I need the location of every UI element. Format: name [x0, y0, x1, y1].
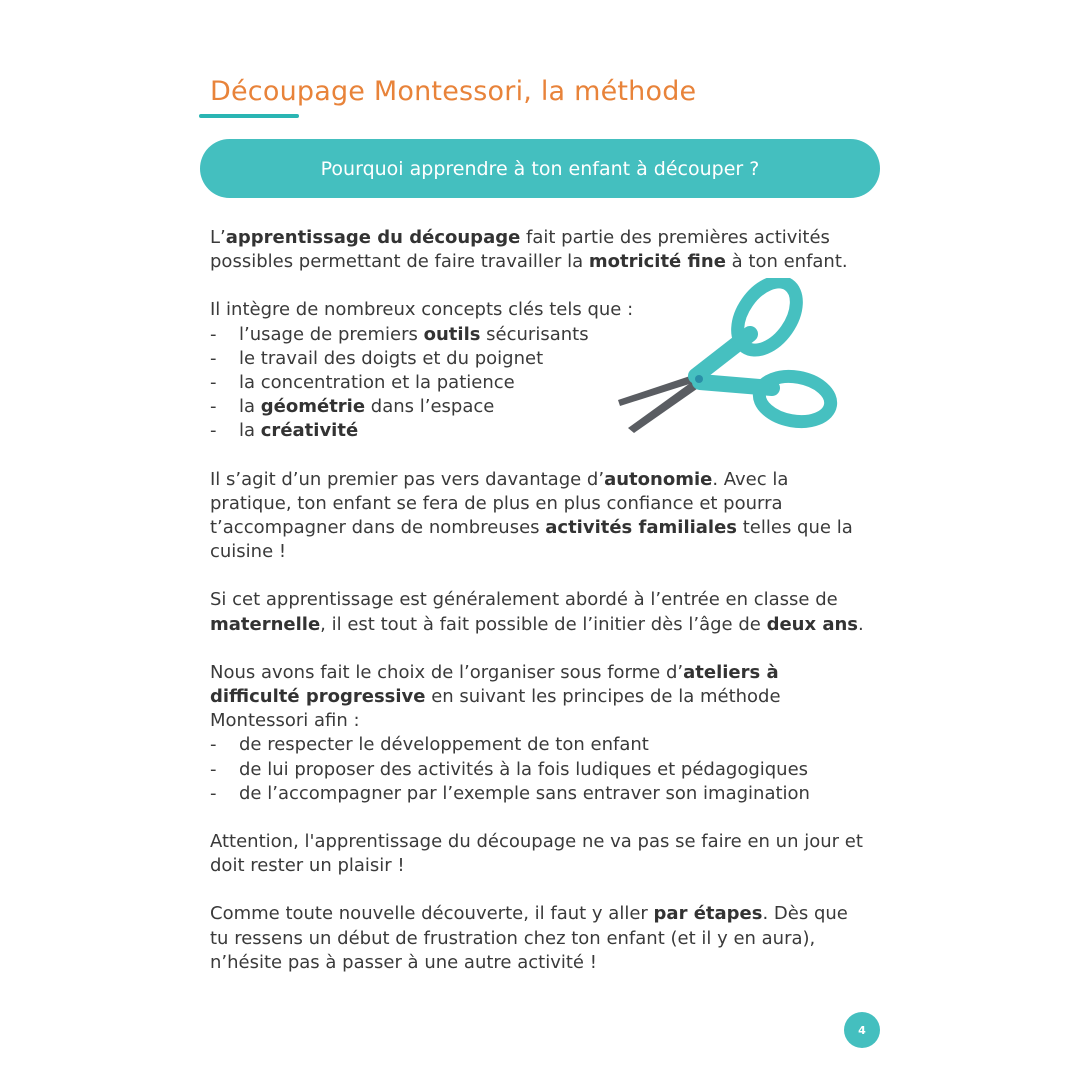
paragraph-steps: Comme toute nouvelle découverte, il faut y aller par étapes. Dès que tu ressens un début de frustration chez ton enfant (et il y en aura), n’hésite pas à passer à une autre activité !: [210, 903, 848, 973]
title-underline: [199, 114, 299, 118]
page-title: Découpage Montessori, la méthode: [210, 76, 697, 107]
banner-text: Pourquoi apprendre à ton enfant à découper ?: [320, 157, 760, 180]
list-item: - le travail des doigts et du poignet: [210, 347, 870, 371]
method-list: [210, 733, 870, 806]
page-number: 4: [858, 1023, 866, 1037]
paragraph-warning: Attention, l'apprentissage du découpage ne va pas se faire en un jour et doit rester un plaisir !: [210, 831, 863, 877]
paragraph-method: Nous avons fait le choix de l’organiser sous forme d’ateliers à difficulté progressive en suivant les principes de la méthode Montessori afin :: [210, 661, 781, 732]
list-item: - l’usage de premiers outils sécurisants: [210, 323, 870, 347]
list-item: - la concentration et la patience: [210, 371, 870, 395]
list-item: - de l’accompagner par l’exemple sans entraver son imagination: [210, 782, 870, 806]
list-item: - la géométrie dans l’espace: [210, 395, 870, 419]
list-item: - la créativité: [210, 419, 870, 443]
list-item: - de respecter le développement de ton enfant: [210, 733, 870, 757]
concepts-lead: Il intègre de nombreux concepts clés tels que :: [210, 299, 634, 321]
page-number-badge: [844, 1012, 880, 1048]
scissors-icon: [610, 278, 840, 448]
section-banner: [200, 139, 880, 198]
list-item: - de lui proposer des activités à la fois ludiques et pédagogiques: [210, 758, 870, 782]
paragraph-intro: L’apprentissage du découpage fait partie des premières activités possibles permettant de faire travailler la motricité fine à ton enfant.: [210, 227, 848, 273]
paragraph-age: Si cet apprentissage est généralement abordé à l’entrée en classe de maternelle, il est tout à fait possible de l’initier dès l’âge de deux ans.: [210, 589, 864, 635]
paragraph-autonomy: Il s’agit d’un premier pas vers davantage d’autonomie. Avec la pratique, ton enfant se fera de plus en plus confiance et pourra t’accompagner dans de nombreuses activités familiales telles que la cuisine !: [210, 468, 853, 563]
